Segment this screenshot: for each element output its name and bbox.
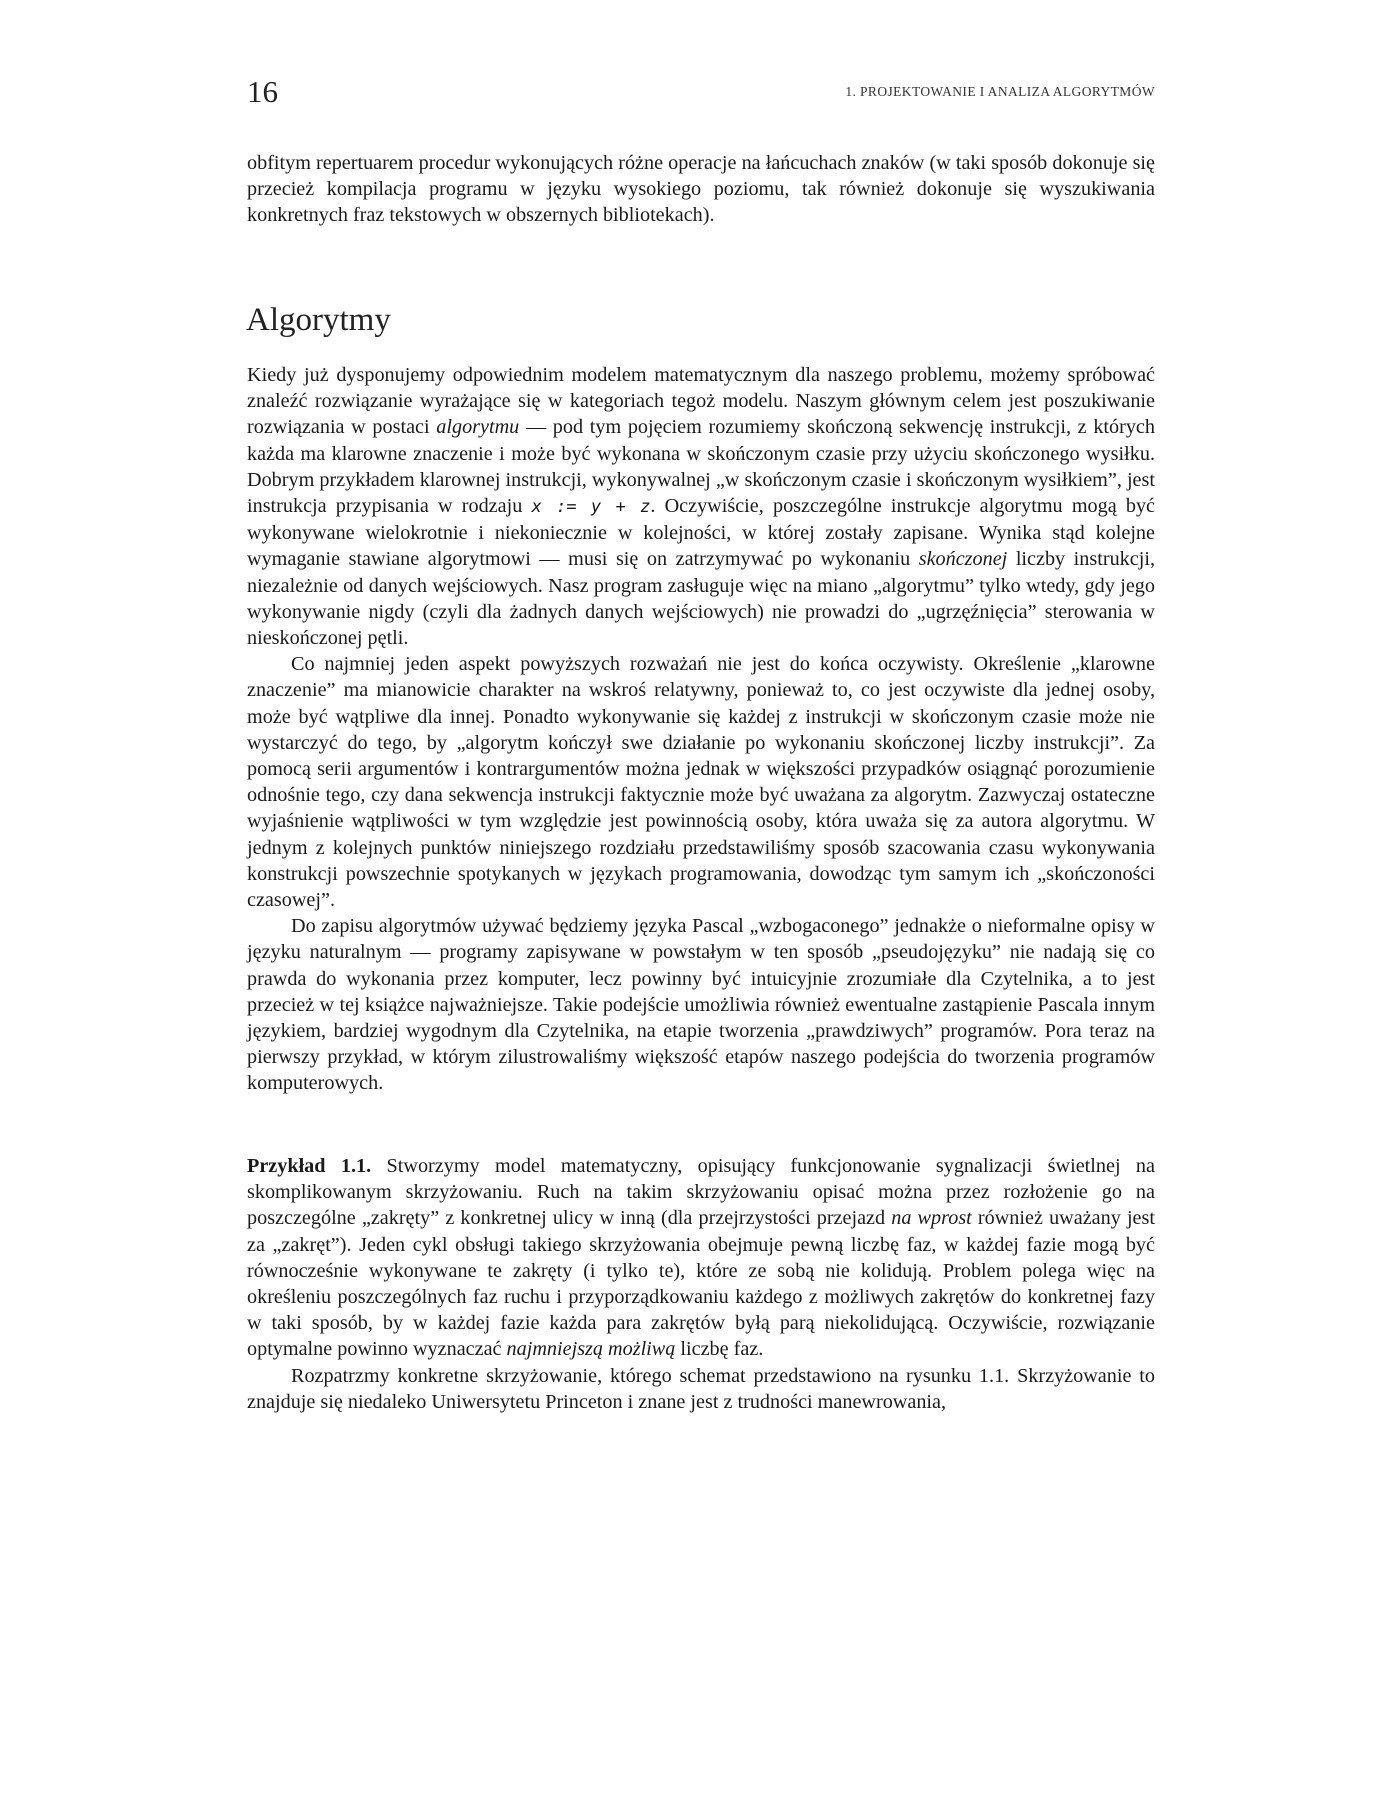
emphasis: algorytmu bbox=[436, 416, 520, 439]
paragraph bbox=[247, 362, 1155, 651]
running-head bbox=[247, 72, 1155, 112]
code-snippet: x := y + z bbox=[531, 497, 651, 518]
emphasis: skończonej bbox=[918, 548, 1008, 571]
section-heading: Algorytmy bbox=[246, 302, 391, 338]
paragraph: Rozpatrzmy konkretne skrzyżowanie, którego schemat przedstawiono na rysunku 1.1. Skrzyżowanie to znajduje się niedaleko Uniwersytetu Princeton i znane jest z trudności manewrowania, bbox=[247, 1364, 1155, 1413]
paragraph: obfitym repertuarem procedur wykonujących różne operacje na łańcuchach znaków (w taki sposób dokonuje się przecież kompilacja programu w języku wysokiego poziomu, tak również dokonuje się wyszukiwania konkretnych fraz tekstowych w obszernych bibliotekach). bbox=[247, 152, 1155, 227]
text-run: Kiedy już dysponujemy odpowiednim modelem matematycznym dla naszego problemu, możemy spróbować znaleźć rozwiązanie wyrażające się w kategoriach tegoż modelu. Naszym głównym celem jest poszukiwanie rozwiązania w postaci bbox=[247, 364, 1155, 439]
emphasis: najmniejszą możliwą bbox=[506, 1338, 676, 1361]
paragraph: Co najmniej jeden aspekt powyższych rozważań nie jest do końca oczywisty. Określenie „klarowne znaczenie” ma mianowicie charakter na wskroś relatywny, ponieważ to, co jest oczywiste dla jednej osoby, może być wątpliwe dla innej. Ponadto wykonywanie się każdej z instrukcji w skończonym czasie może nie wystarczyć do tego, by „algorytm kończył swe działanie po wykonaniu skończonej liczby instrukcji”. Za pomocą serii argumentów i kontrargumentów można jednak w większości przypadków osiągnąć porozumienie odnośnie tego, czy dana sekwencja instrukcji faktycznie może być uważana za algorytm. Zazwyczaj ostateczne wyjaśnienie wątpliwości w tym względzie jest powinnością osoby, która uważa się za autora algorytmu. W jednym z kolejnych punktów niniejszego rozdziału przedstawiliśmy sposób szacowania czasu wykonywania konstrukcji powszechnie spotykanych w językach programowania, dowodząc tym samym ich „skończoności czasowej”. bbox=[247, 653, 1155, 912]
text-run: również uważany jest za „zakręt”). Jeden cykl obsługi takiego skrzyżowania obejmuje pewną liczbę faz, w każdej fazie mogą być równocześnie wykonywane te zakręty (i tylko te), które ze sobą nie kolidują. Problem polega więc na określeniu poszczególnych faz ruchu i przyporządkowaniu każdego z możliwych zakrętów do konkretnej fazy w taki sposób, by w każdej fazie każda para zakrętów byłą parą niekolidującą. Oczywiście, rozwiązanie optymalne powinno wyznaczać bbox=[247, 1207, 1155, 1361]
text-run: liczbę faz. bbox=[675, 1338, 764, 1361]
paragraph: Do zapisu algorytmów używać będziemy języka Pascal „wzbogaconego” jednakże o nieformalne opisy w języku naturalnym — programy zapisywane w powstałym w ten sposób „pseudojęzyku” nie nadają się co prawda do wykonania przez komputer, lecz powinny być intuicyjnie zrozumiałe dla Czytelnika, a to jest przecież w tej książce najważniejsze. Takie podejście umożliwia również ewentualne zastąpienie Pascala innym językiem, bardziej wygodnym dla Czytelnika, na etapie tworzenia „prawdziwych” programów. Pora teraz na pierwszy przykład, w którym zilustrowaliśmy większość etapów naszego podejścia do tworzenia programów komputerowych. bbox=[247, 915, 1155, 1095]
example-block bbox=[247, 1153, 1155, 1415]
text-run: . Oczywiście, poszczególne instrukcje algorytmu mogą być wykonywane wielokrotnie i niekoniecznie w kolejności, w której zostały zapisane. Wynika stąd kolejne wymaganie stawiane algorytmowi — musi się on zatrzymywać po wykonaniu bbox=[247, 495, 1155, 571]
emphasis: na wprost bbox=[891, 1207, 972, 1230]
section-body bbox=[247, 362, 1155, 1097]
page-number: 16 bbox=[247, 74, 278, 109]
text-run: liczby instrukcji, niezależnie od danych wejściowych. Nasz program zasługuje więc na miano „algorytmu” tylko wtedy, gdy jego wykonywanie nigdy (czyli dla żadnych danych wejściowych) nie prowadzi do „ugrzęźnięcia” sterowania w nieskończonej pętli. bbox=[247, 548, 1155, 650]
paragraph bbox=[247, 1153, 1155, 1363]
intro-text bbox=[247, 150, 1155, 229]
text-run: — pod tym pojęciem rozumiemy skończoną sekwencję instrukcji, z których każda ma klarowne znaczenie i może być wykonana w skończonym czasie przy użyciu skończonego wysiłku. Dobrym przykładem klarownej instrukcji, wykonywalnej „w skończonym czasie i skończonym wysiłkiem”, jest instrukcja przypisania w rodzaju bbox=[247, 416, 1155, 518]
example-label: Przykład 1.1. bbox=[247, 1155, 372, 1177]
running-title: 1. PROJEKTOWANIE I ANALIZA ALGORYTMÓW bbox=[845, 84, 1155, 99]
text-run: Stworzymy model matematyczny, opisujący funkcjonowanie sygnalizacji świetlnej na skomplikowanym skrzyżowaniu. Ruch na takim skrzyżowaniu opisać można przez rozłożenie go na poszczególne „zakręty” z konkretnej ulicy w inną (dla przejrzystości przejazd bbox=[247, 1155, 1155, 1230]
